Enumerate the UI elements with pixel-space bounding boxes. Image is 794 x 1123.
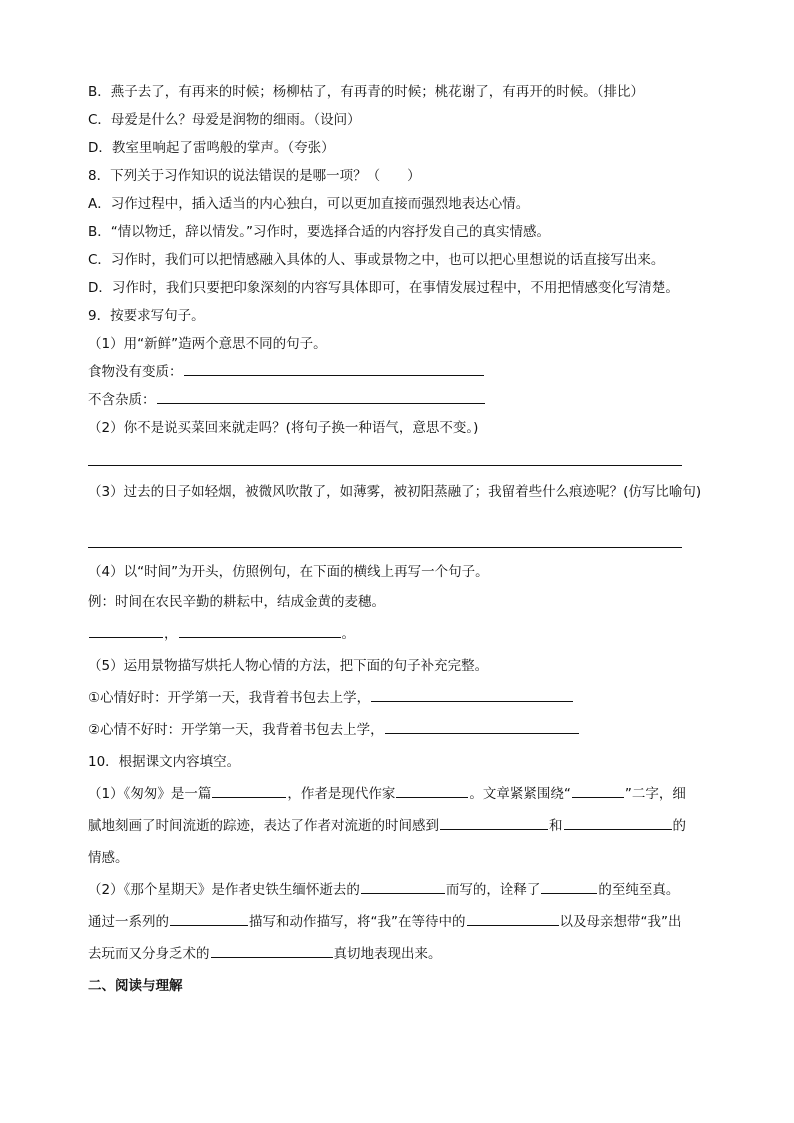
option-b: B．燕子去了，有再来的时候；杨柳枯了，有再青的时候；桃花谢了，有再开的时候。（排比） [88,84,645,100]
question-10-1-line2 [88,810,720,842]
question-9-1-a-label: 食物没有变质： [88,364,183,380]
question-10-2-line3 [88,938,720,970]
q10-2-text: （2）《那个星期天》是作者史铁生缅怀逝去的 [88,882,360,898]
q10-1-text: 的 [672,818,686,834]
question-9-4: （4）以“时间”为开头，仿照例句，在下面的横线上再写一个句子。 [88,564,489,580]
q10-1-text: 。文章紧紧围绕“ [469,786,571,802]
question-9-5-b-label: ②心情不好时：开学第一天，我背着书包去上学， [88,722,384,738]
question-10-2-line1 [88,874,720,906]
answer-blank[interactable] [184,359,484,376]
question-9-1-a [88,358,720,386]
question-10-1-line1 [88,778,720,810]
q10-1-text: 腻地刻画了时间流逝的踪迹，表达了作者对流逝的时间感到 [88,818,439,834]
question-10: 10．根据课文内容填空。 [88,754,241,770]
q10-2-text: 而写的，诠释了 [445,882,541,898]
answer-blank[interactable] [170,909,248,926]
question-8-option-d: D．习作时，我们只要把印象深刻的内容写具体即可，在事情发展过程中，不用把情感变化写清楚。 [88,280,679,296]
q10-2-text: 描写和动作描写，将“我”在等待中的 [249,914,466,930]
answer-blank[interactable] [371,685,573,702]
question-8-option-c: C．习作时，我们可以把情感融入具体的人、事或景物之中，也可以把心里想说的话直接写出来。 [88,252,665,268]
q10-2-text: 的至纯至真。 [598,882,680,898]
option-c: C．母爱是什么？母爱是润物的细雨。（设问） [88,112,361,128]
answer-blank[interactable] [211,941,333,958]
document-page [88,78,720,1002]
q10-2-text: 通过一系列的 [88,914,169,930]
period: 。 [341,626,355,642]
answer-blank[interactable] [572,781,624,798]
q10-2-text: 去玩而又分身乏术的 [88,946,210,962]
q10-1-text: ，作者是现代作家 [287,786,396,802]
answer-blank[interactable] [564,813,672,830]
question-9: 9．按要求写句子。 [88,308,205,324]
question-9-5-a-label: ①心情好时：开学第一天，我背着书包去上学， [88,690,371,706]
answer-blank[interactable] [440,813,548,830]
question-8: 8．下列关于习作知识的说法错误的是哪一项？（ ） [88,168,421,184]
question-10-1-line3: 情感。 [88,850,129,866]
q10-1-text: ”二字，细 [624,786,686,802]
q10-2-text: 真切地表现出来。 [333,946,442,962]
question-8-option-b: B．“情以物迁，辞以情发。”习作时，要选择合适的内容抒发自己的真实情感。 [88,224,550,240]
question-9-2: （2）你不是说买菜回来就走吗？(将句子换一种语气，意思不变。) [88,420,479,436]
question-9-5-b [88,714,720,746]
answer-blank[interactable] [212,781,286,798]
option-d: D．教室里响起了雷鸣般的掌声。（夸张） [88,140,335,156]
question-9-1-b [88,386,720,414]
question-9-5-a [88,682,720,714]
question-9-3: （3）过去的日子如轻烟，被微风吹散了，如薄雾，被初阳蒸融了；我留着些什么痕迹呢？(仿写比喻句) [88,484,702,500]
question-9-4-example: 例：时间在农民辛勤的耕耘中，结成金黄的麦穗。 [88,594,385,610]
comma: ， [164,626,178,642]
answer-blank[interactable] [89,621,163,638]
answer-blank[interactable] [179,621,341,638]
question-8-option-a: A．习作过程中，插入适当的内心独白，可以更加直接而强烈地表达心情。 [88,196,530,212]
answer-blank[interactable] [361,877,445,894]
answer-blank[interactable] [157,387,485,404]
q10-1-text: （1）《匆匆》是一篇 [88,786,212,802]
q10-1-text: 和 [549,818,563,834]
answer-blank[interactable] [396,781,468,798]
question-9-4-answer [88,618,720,650]
answer-blank[interactable] [467,909,559,926]
question-9-1-b-label: 不含杂质： [88,392,156,408]
question-9-5: （5）运用景物描写烘托人物心情的方法，把下面的句子补充完整。 [88,658,489,674]
question-10-2-line2 [88,906,720,938]
question-9-1: （1）用“新鲜”造两个意思不同的句子。 [88,336,327,352]
answer-blank[interactable] [541,877,597,894]
answer-blank[interactable] [385,717,579,734]
section-heading: 二、阅读与理解 [88,978,183,994]
q10-2-text: 以及母亲想带“我”出 [559,914,682,930]
